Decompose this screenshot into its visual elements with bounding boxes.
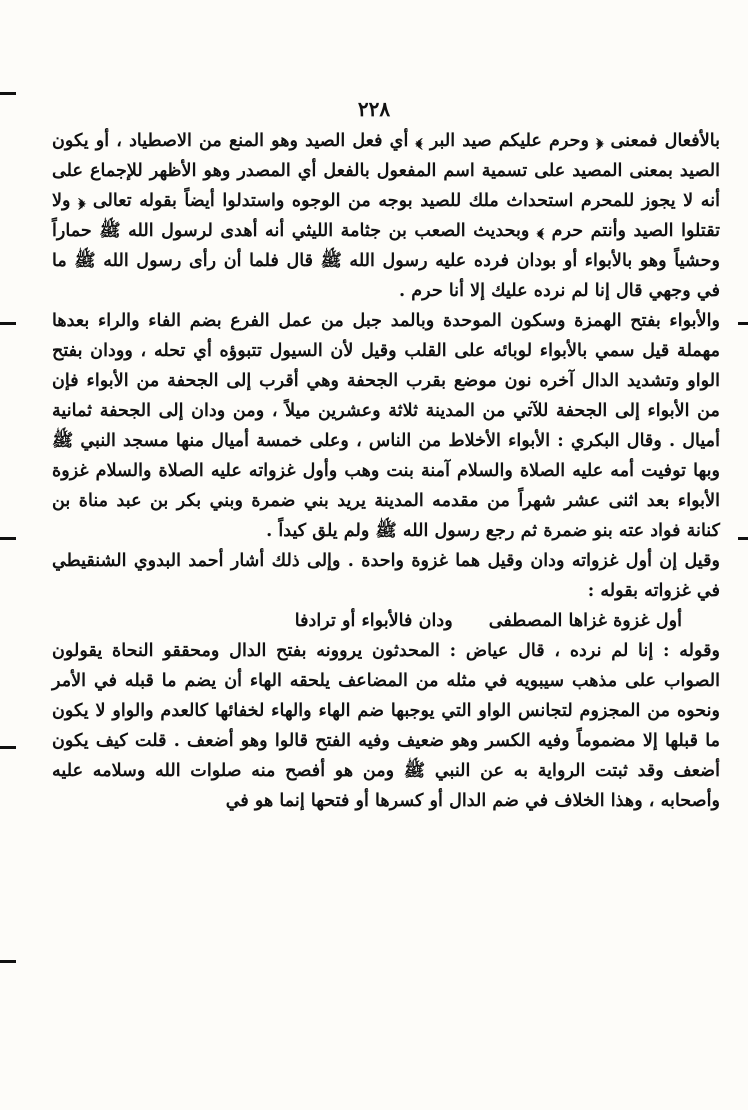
margin-mark: [0, 960, 16, 963]
poetry-verse: [52, 606, 720, 636]
page-body: [52, 126, 720, 816]
margin-mark: [0, 746, 16, 749]
margin-mark: [738, 322, 748, 325]
margin-mark: [0, 92, 16, 95]
paragraph: والأبواء بفتح الهمزة وسكون الموحدة وبالمد جبل من عمل الفرع بضم الفاء والراء بعدها مهملة قيل سمي بالأبواء لوبائه على القلب وقيل لأن السيول تتبوؤه أي تحله ، وودان بفتح الواو وتشديد الدال آخره نون موضع بقرب الجحفة وهي أقرب إلى الجحفة من الأبواء فإن من الأبواء إلى الجحفة للآتي من المدينة ثلاثة وعشرين ميلاً ، ومن ودان إلى الجحفة ثمانية أميال . وقال البكري : الأبواء الأخلاط من الناس ، وعلى خمسة أميال منها مسجد النبي ﷺ وبها توفيت أمه عليه الصلاة والسلام آمنة بنت وهب وأول غزواته عليه الصلاة والسلام غزوة الأبواء بعد اثنى عشر شهراً من مقدمه المدينة يريد بني ضمرة وبني بكر بن عبد مناة بن كنانة فواد عته بنو ضمرة ثم رجع رسول الله ﷺ ولم يلق كيداً .: [52, 310, 720, 541]
verse-hemistich-2: ودان فالأبواء أو ترادفا: [294, 610, 453, 631]
margin-mark: [738, 537, 748, 540]
paragraph: بالأفعال فمعنى ﴿ وحرم عليكم صيد البر ﴾ أي فعل الصيد وهو المنع من الاصطياد ، أو يكون الصيد بمعنى المصيد على تسمية اسم المفعول بالفعل أي المصدر وهو الأظهر للإجماع على أنه لا يجوز للمحرم استحداث ملك للصيد بوجه من الوجوه واستدلوا أيضاً بقوله تعالى ﴿ ولا تقتلوا الصيد وأنتم حرم ﴾ وبحديث الصعب بن جثامة الليثي أنه أهدى لرسول الله ﷺ حماراً وحشياً وهو بالأبواء أو بودان فرده عليه رسول الله ﷺ قال فلما أن رأى رسول الله ﷺ ما في وجهي قال إنا لم نرده عليك إلا أنا حرم .: [52, 130, 720, 301]
paragraph: وقوله : إنا لم نرده ، قال عياض : المحدثون يروونه بفتح الدال ومحققو النحاة يقولون الصواب على مذهب سيبويه في مثله من المضاعف يلحقه الهاء أن يضم ما قبله في الأمر ونحوه من المجزوم لتجانس الواو التي يوجبها ضم الهاء والهاء لخفائها كالعدم والواو لا يكون ما قبلها إلا مضموماً وفيه الكسر وهو ضعيف وفيه الفتح قالوا وهو أضعف . قلت كيف يكون أضعف وقد ثبتت الرواية به عن النبي ﷺ ومن هو أفصح منه صلوات الله وسلامه عليه وأصحابه ، وهذا الخلاف في ضم الدال أو كسرها أو فتحها إنما هو في: [52, 640, 720, 811]
page-number: ٢٢٨: [357, 97, 391, 121]
margin-mark: [0, 537, 16, 540]
verse-hemistich-1: أول غزوة غزاها المصطفى: [488, 610, 682, 631]
paragraph: وقيل إن أول غزواته ودان وقيل هما غزوة واحدة . وإلى ذلك أشار أحمد البدوي الشنقيطي في غزواته بقوله :: [52, 550, 720, 601]
margin-mark: [0, 322, 16, 325]
